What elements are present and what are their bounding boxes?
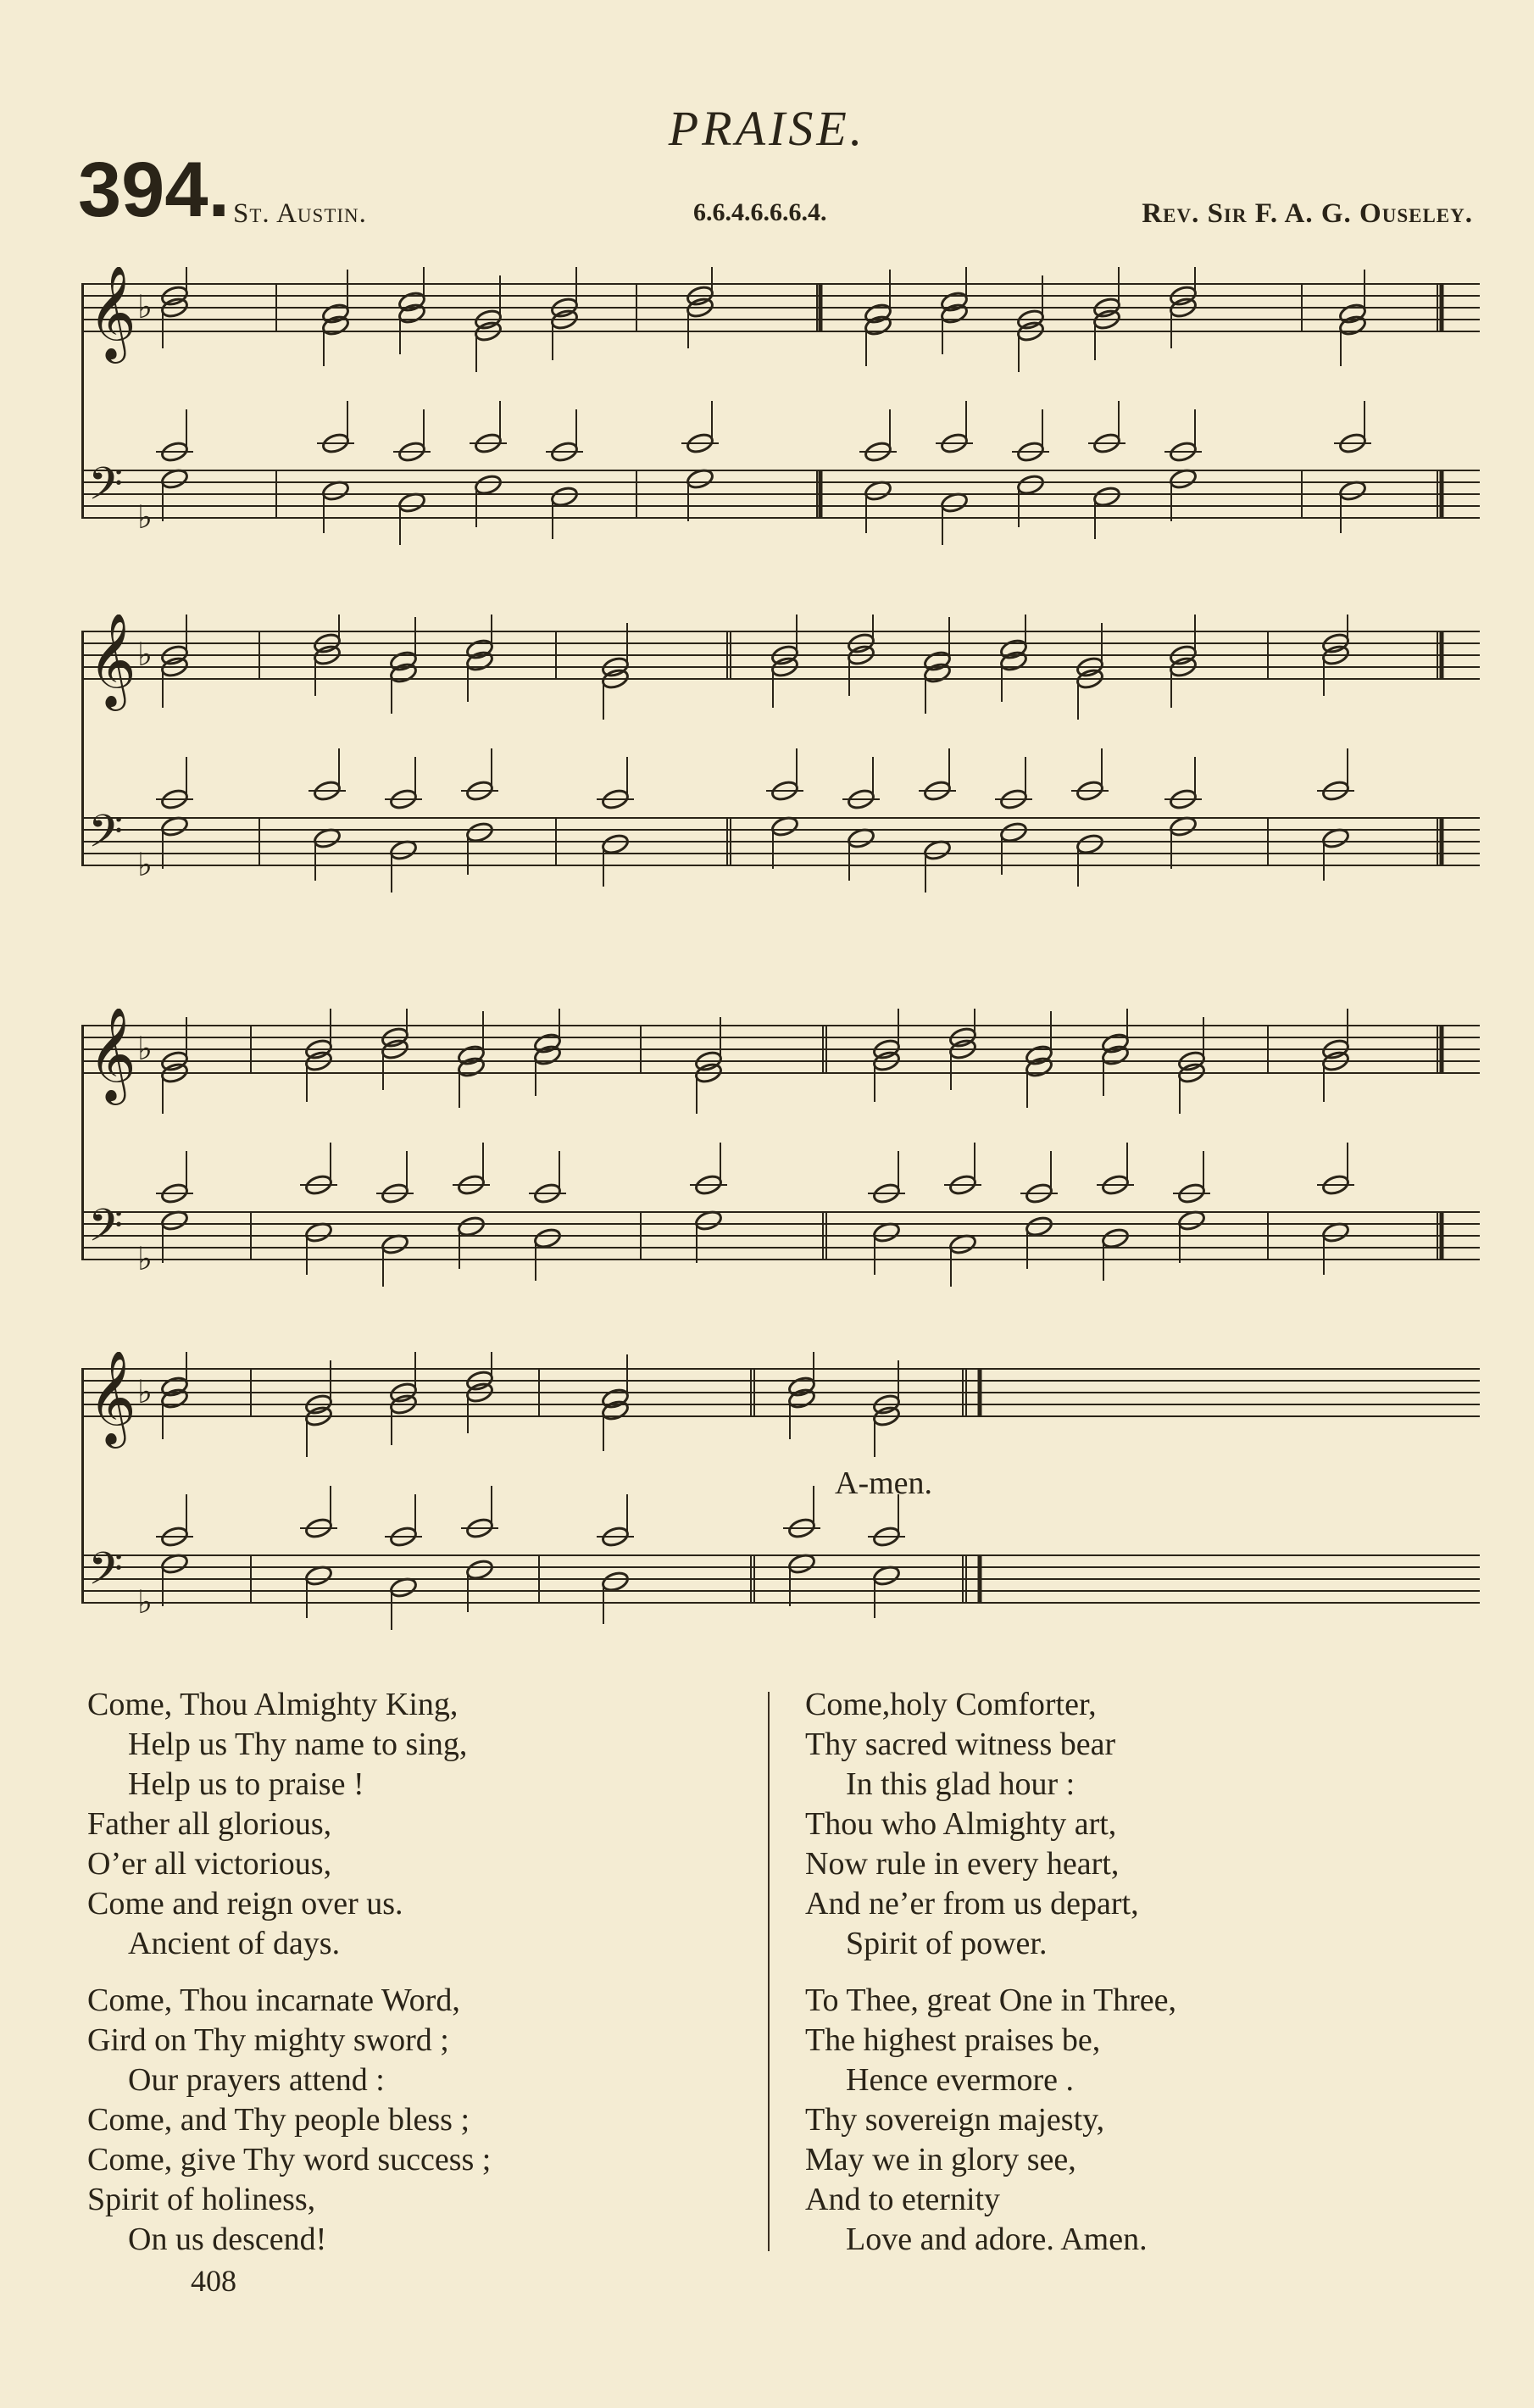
verse-line: May we in glory see, bbox=[805, 2142, 1076, 2177]
svg-text:♭: ♭ bbox=[137, 288, 153, 325]
verses-left-column bbox=[87, 1685, 491, 2277]
verse-line: Our prayers attend : bbox=[128, 2062, 385, 2098]
svg-text:𝄞: 𝄞 bbox=[88, 267, 136, 359]
svg-text:♭: ♭ bbox=[137, 846, 153, 883]
verse-line: Come, Thou Almighty King, bbox=[87, 1687, 459, 1722]
svg-text:𝄢: 𝄢 bbox=[88, 806, 124, 869]
verse-line: Gird on Thy mighty sword ; bbox=[87, 2022, 449, 2058]
page-number: 408 bbox=[191, 2264, 236, 2298]
verse-line: And to eternity bbox=[805, 2182, 1001, 2217]
svg-text:♭: ♭ bbox=[137, 1240, 153, 1277]
verse-line: O’er all victorious, bbox=[87, 1846, 332, 1882]
svg-text:𝄢: 𝄢 bbox=[88, 1543, 124, 1606]
composer: Rev. Sir F. A. G. Ouseley. bbox=[1142, 198, 1473, 229]
svg-text:𝄢: 𝄢 bbox=[88, 1200, 124, 1263]
svg-text:𝄞: 𝄞 bbox=[88, 1352, 136, 1444]
verse-line: Spirit of power. bbox=[846, 1926, 1048, 1961]
svg-text:♭: ♭ bbox=[137, 636, 153, 673]
svg-text:♭: ♭ bbox=[137, 1373, 153, 1410]
svg-text:♭: ♭ bbox=[137, 1583, 153, 1621]
verse-line: Now rule in every heart, bbox=[805, 1846, 1120, 1882]
staff-notation bbox=[81, 267, 1480, 572]
stanza bbox=[805, 1981, 1176, 2260]
verse-line: Help us to praise ! bbox=[128, 1766, 364, 1802]
verse-line: Thy sacred witness bear bbox=[805, 1727, 1116, 1762]
amen-lyric: A-men. bbox=[835, 1465, 933, 1501]
verse-line: Ancient of days. bbox=[128, 1926, 341, 1961]
svg-text:𝄞: 𝄞 bbox=[88, 615, 136, 707]
verse-line: Come, give Thy word success ; bbox=[87, 2142, 492, 2177]
verse-line: On us descend! bbox=[128, 2222, 327, 2257]
stanza bbox=[87, 1685, 491, 1964]
verse-line: In this glad hour : bbox=[846, 1766, 1075, 1802]
svg-text:𝄢: 𝄢 bbox=[88, 459, 124, 521]
page-title: PRAISE. bbox=[668, 101, 866, 156]
tune-name: St. Austin. bbox=[233, 198, 367, 229]
verse-line: Father all glorious, bbox=[87, 1806, 332, 1842]
verse-line: And ne’er from us depart, bbox=[805, 1886, 1139, 1921]
verse-line: Come,holy Comforter, bbox=[805, 1687, 1097, 1722]
verses-right-column bbox=[805, 1685, 1176, 2277]
verse-line: Love and adore. Amen. bbox=[846, 2222, 1148, 2257]
hymn-number: 394. bbox=[78, 147, 231, 233]
stanza bbox=[805, 1685, 1176, 1964]
verse-line: Thy sovereign majesty, bbox=[805, 2102, 1105, 2138]
verse-line: Spirit of holiness, bbox=[87, 2182, 316, 2217]
music-system-4 bbox=[81, 1352, 1480, 1657]
svg-text:♭: ♭ bbox=[137, 1030, 153, 1067]
column-divider bbox=[768, 1692, 770, 2251]
staff-notation bbox=[81, 615, 1480, 920]
stanza bbox=[87, 1981, 491, 2260]
music-system-1 bbox=[81, 267, 1480, 572]
verse-line: Come, Thou incarnate Word, bbox=[87, 1983, 460, 2018]
svg-text:𝄞: 𝄞 bbox=[88, 1009, 136, 1101]
meter: 6.6.4.6.6.6.4. bbox=[693, 198, 827, 226]
verse-line: Help us Thy name to sing, bbox=[128, 1727, 468, 1762]
verse-line: Hence evermore . bbox=[846, 2062, 1075, 2098]
staff-notation bbox=[81, 1009, 1480, 1314]
svg-text:♭: ♭ bbox=[137, 498, 153, 536]
music-system-3 bbox=[81, 1009, 1480, 1314]
verse-line: Come, and Thy people bless ; bbox=[87, 2102, 470, 2138]
staff-notation bbox=[81, 1352, 1480, 1657]
music-system-2 bbox=[81, 615, 1480, 920]
verse-line: The highest praises be, bbox=[805, 2022, 1101, 2058]
verse-line: Thou who Almighty art, bbox=[805, 1806, 1117, 1842]
verse-line: Come and reign over us. bbox=[87, 1886, 403, 1921]
verse-line: To Thee, great One in Three, bbox=[805, 1983, 1177, 2018]
